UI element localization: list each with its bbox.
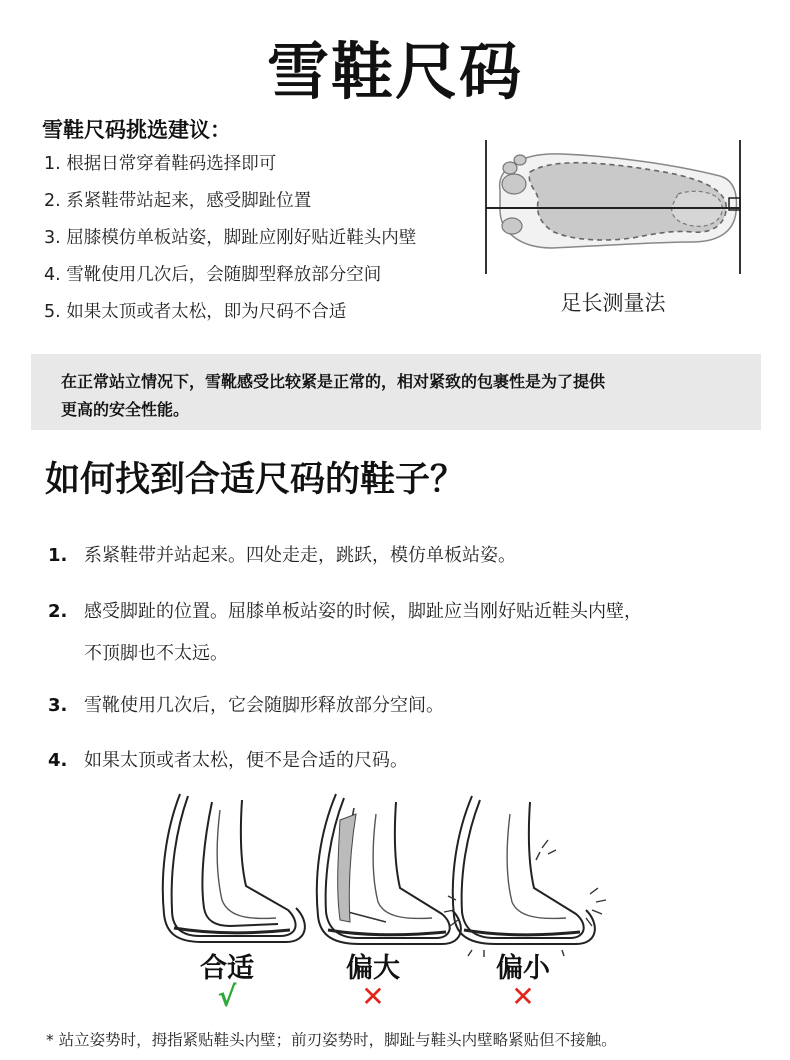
note-text-line: 在正常站立情况下，雪靴感受比较紧是正常的，相对紧致的包裹性是为了提供: [61, 372, 606, 391]
advice-list: [44, 150, 484, 335]
step-number: 1.: [48, 545, 68, 566]
check-icon: √: [217, 980, 237, 1013]
advice-item: 4. 雪靴使用几次后，会随脚型释放部分空间: [44, 265, 382, 285]
step-item: [48, 535, 768, 577]
advice-item: 5. 如果太顶或者太松，即为尺码不合适: [44, 302, 347, 322]
boot-fit-illustration: [150, 790, 640, 958]
fit-label-too-big: 偏大: [346, 953, 400, 984]
note-box: [31, 354, 761, 430]
boot-too-small: [444, 796, 606, 957]
step-text: [84, 535, 516, 577]
note-text-line: 更高的安全性能。: [61, 400, 190, 419]
step-text-line: 感受脚趾的位置。屈膝单板站姿的时候，脚趾应当刚好贴近鞋头内壁，: [84, 601, 642, 622]
step-number: 2.: [48, 601, 68, 622]
section-heading: 如何找到合适尺码的鞋子？: [45, 460, 466, 500]
fit-label-too-small: 偏小: [496, 953, 550, 984]
page-title: 雪鞋尺码: [266, 35, 523, 108]
step-item: [48, 740, 768, 782]
step-text-line: 不顶脚也不太远。: [84, 643, 228, 664]
step-text: [84, 591, 642, 675]
step-item: [48, 591, 768, 675]
step-text-line: 雪靴使用几次后，它会随脚形释放部分空间。: [84, 695, 444, 716]
step-text-line: 系紧鞋带并站起来。四处走走，跳跃，模仿单板站姿。: [84, 545, 516, 566]
footnote: * 站立姿势时，拇指紧贴鞋头内壁；前刃姿势时，脚趾与鞋头内壁略紧贴但不接触。: [46, 1031, 617, 1049]
step-number: 3.: [48, 695, 68, 716]
step-text: [84, 685, 444, 727]
step-number: 4.: [48, 750, 68, 771]
step-text: [84, 740, 408, 782]
step-text-line: 如果太顶或者太松，便不是合适的尺码。: [84, 750, 408, 771]
step-item: [48, 685, 768, 727]
advice-item: 3. 屈膝模仿单板站姿，脚趾应刚好贴近鞋头内壁: [44, 228, 417, 248]
advice-heading: 雪鞋尺码挑选建议：: [42, 118, 231, 142]
cross-icon: ✕: [361, 980, 385, 1013]
boot-good-fit: [163, 794, 305, 942]
foot-diagram-caption: 足长测量法: [560, 291, 666, 315]
advice-item: 2. 系紧鞋带站起来，感受脚趾位置: [44, 191, 312, 211]
advice-item: 1. 根据日常穿着鞋码选择即可: [44, 154, 277, 174]
boot-too-big: [317, 794, 461, 944]
cross-icon: ✕: [511, 980, 535, 1013]
foot-measurement-diagram: [482, 138, 744, 278]
fit-label-good: 合适: [200, 953, 254, 984]
